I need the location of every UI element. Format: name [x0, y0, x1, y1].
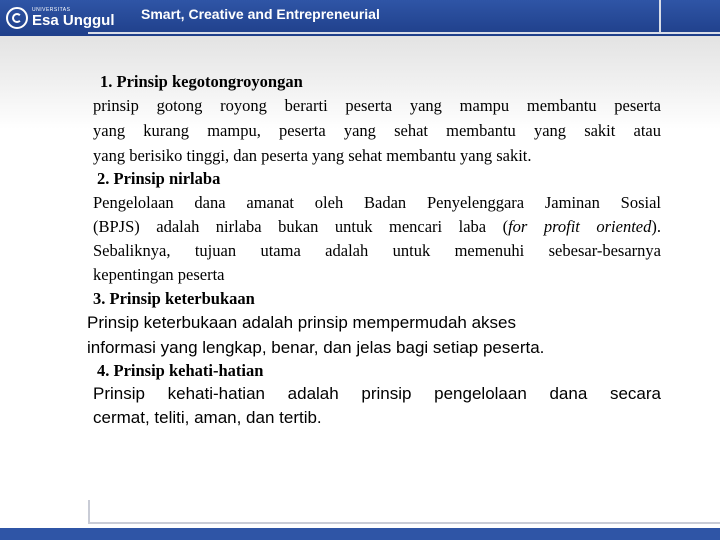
heading-4: 4. Prinsip kehati-hatian	[97, 361, 264, 380]
paragraph-2-italic-term: for profit oriented	[508, 217, 652, 236]
footer-frame-edge	[88, 500, 90, 524]
paragraph-4-line-1: Prinsip kehati-hatian adalah prinsip pengelolaan dana secara	[93, 384, 661, 403]
logo-name: Esa Unggul	[32, 12, 115, 29]
heading-2: 2. Prinsip nirlaba	[97, 169, 221, 188]
paragraph-2-line-2-start: (BPJS) adalah nirlaba bukan untuk mencari laba (	[93, 217, 509, 236]
heading-3: 3. Prinsip keterbukaan	[93, 289, 255, 308]
footer-bar	[0, 528, 720, 540]
footer-band	[0, 500, 720, 540]
tagline: Smart, Creative and Entrepreneurial	[141, 6, 380, 22]
paragraph-1-line-3: yang berisiko tinggi, dan peserta yang sehat membantu yang sakit.	[93, 146, 532, 165]
paragraph-3-line-2: informasi yang lengkap, benar, dan jelas bagi setiap peserta.	[87, 338, 545, 357]
footer-divider	[88, 522, 720, 524]
paragraph-4-line-2: cermat, teliti, aman, dan tertib.	[93, 408, 322, 427]
paragraph-2-line-4: kepentingan peserta	[93, 265, 225, 284]
paragraph-1-line-2: yang kurang mampu, peserta yang sehat membantu yang sakit atau	[93, 121, 661, 140]
paragraph-1-line-1: prinsip gotong royong berarti peserta yang mampu membantu peserta	[93, 96, 661, 115]
logo-small-text: UNIVERSITAS	[32, 7, 71, 13]
paragraph-2-line-2-end: ).	[651, 217, 661, 236]
paragraph-2-line-1: Pengelolaan dana amanat oleh Badan Penyelenggara Jaminan Sosial	[93, 193, 661, 212]
paragraph-3-line-1: Prinsip keterbukaan adalah prinsip mempermudah akses	[87, 313, 517, 332]
paragraph-2-line-2	[93, 217, 661, 237]
paragraph-2-line-3: Sebaliknya, tujuan utama adalah untuk memenuhi sebesar-besarnya	[93, 241, 661, 260]
heading-1: 1. Prinsip kegotongroyongan	[100, 72, 303, 91]
